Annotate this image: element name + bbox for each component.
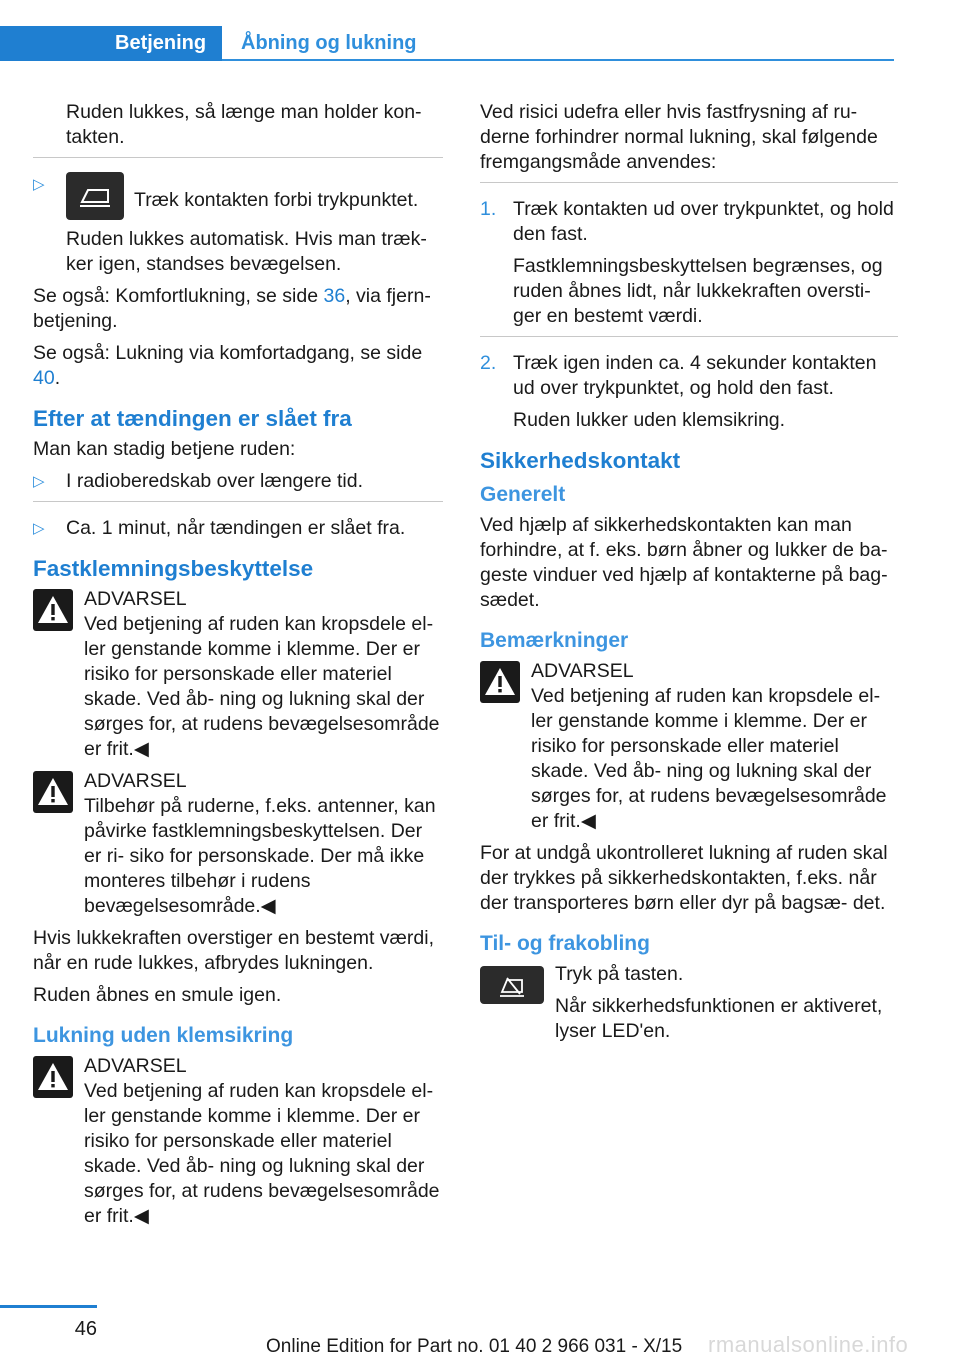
warning-triangle-icon bbox=[33, 1056, 73, 1098]
heading-on-off: Til- og frakobling bbox=[480, 932, 650, 955]
window-switch-icon bbox=[66, 172, 124, 220]
list-item: ▷ Ca. 1 minut, når tændingen er slået fra. bbox=[33, 517, 406, 539]
warning-block bbox=[33, 1054, 443, 1229]
window-lock-icon bbox=[480, 966, 544, 1004]
general-paragraph: Ved hjælp af sikkerhedskontakten kan man forhindre, at f. eks. børn åbner og lukker de ba‐ geste vinduer ved hjælp af kontakterne på bag‐ sædet. bbox=[480, 514, 888, 611]
heading-ignition: Efter at tændingen er slået fra bbox=[33, 406, 352, 431]
warning-title: ADVARSEL bbox=[84, 770, 187, 792]
window-icon bbox=[66, 172, 124, 220]
step-item: 2. Træk igen inden ca. 4 sekunder kontakten ud over trykpunktet, og hold den fast. bbox=[480, 352, 877, 399]
step-item: 1. Træk kontakten ud over trykpunktet, og hold den fast. bbox=[480, 198, 894, 245]
ignition-intro: Man kan stadig betjene ruden: bbox=[33, 438, 296, 460]
footer-rule bbox=[0, 1305, 97, 1308]
separator bbox=[33, 157, 443, 158]
page-number: 46 bbox=[74, 1318, 97, 1340]
warning-title: ADVARSEL bbox=[84, 588, 187, 610]
warning-text: Ved betjening af ruden kan kropsdele el‐ ler genstande komme i klemme. Der er risiko for personskade eller materiel skade. Ved åb‐ ning og lukning skal der sørges for, at rudens bevægelsesområde er frit.◀ bbox=[531, 685, 887, 832]
header-section-tab: Betjening bbox=[115, 32, 207, 54]
list-item bbox=[33, 172, 443, 220]
separator bbox=[33, 501, 443, 502]
page-link-36[interactable]: 36 bbox=[323, 285, 346, 307]
header-rule bbox=[222, 59, 894, 61]
warning-text: Tilbehør på ruderne, f.eks. antenner, kan påvirke fastklemningsbeskyttelsen. Der er ri‐ siko for personskade. Der må ikke monteres tilbehør i rudens bevægelsesområde.◀ bbox=[84, 795, 436, 917]
heading-general: Generelt bbox=[480, 483, 566, 506]
see-also-2: Se også: Lukning via komfortadgang, se side 40. bbox=[33, 342, 423, 389]
heading-closing-without-pinch: Lukning uden klemsikring bbox=[33, 1024, 294, 1047]
safety-switch-button-icon bbox=[480, 966, 544, 1004]
pinch-paragraph-2: Ruden åbnes en smule igen. bbox=[33, 984, 282, 1006]
left-column bbox=[33, 100, 443, 1236]
warning-block bbox=[33, 769, 443, 919]
see-also-1: Se også: Komfortlukning, se side 36, via fjern‐ betjening. bbox=[33, 285, 431, 332]
bullet-text: Ruden lukkes automatisk. Hvis man træk‐ ker igen, standses bevægelsen. bbox=[66, 228, 427, 275]
warning-text: Ved betjening af ruden kan kropsdele el‐ ler genstande komme i klemme. Der er risiko for personskade eller materiel skade. Ved åb‐ ning og lukning skal der sørges for, at rudens bevægelsesområde er frit.◀ bbox=[84, 1080, 440, 1227]
page-link-40[interactable]: 40 bbox=[33, 367, 55, 389]
key-instruction bbox=[480, 962, 898, 1044]
onoff-text-1: Tryk på tasten. bbox=[555, 963, 684, 985]
warning-title: ADVARSEL bbox=[84, 1055, 187, 1077]
notes-paragraph: For at undgå ukontrolleret lukning af ruden skal der trykkes på sikkerhedskontakten, f.eks. når der transporteres børn eller dyr på bagsæ‐ det. bbox=[480, 842, 888, 914]
right-column bbox=[480, 100, 898, 1051]
warning-text: Ved betjening af ruden kan kropsdele el‐ ler genstande komme i klemme. Der er risiko for personskade eller materiel skade. Ved åb‐ ning og lukning skal der sørges for, at rudens bevægelsesområde er frit.◀ bbox=[84, 613, 440, 760]
onoff-text-2: Når sikkerhedsfunktionen er aktiveret, lyser LED'en. bbox=[555, 995, 883, 1042]
online-edition-note: Online Edition for Part no. 01 40 2 966 031 - X/15 bbox=[266, 1336, 683, 1357]
continued-text: Ruden lukkes, så længe man holder kon‐ takten. bbox=[66, 101, 422, 148]
triangle-bullet-icon: ▷ bbox=[33, 473, 45, 490]
warning-triangle-icon bbox=[480, 661, 520, 703]
list-item: ▷ I radioberedskab over længere tid. bbox=[33, 470, 364, 492]
step-subtext: Fastklemningsbeskyttelsen begrænses, og ruden åbnes lidt, når lukkekraften oversti‐ ger en bestemt værdi. bbox=[513, 255, 883, 327]
bullet-label: Træk kontakten forbi trykpunktet. bbox=[134, 189, 419, 211]
warning-triangle-icon bbox=[33, 771, 73, 813]
warning-block bbox=[480, 659, 898, 834]
pinch-paragraph-1: Hvis lukkekraften overstiger en bestemt værdi, når en rude lukkes, afbrydes lukningen. bbox=[33, 927, 434, 974]
triangle-bullet-icon: ▷ bbox=[33, 520, 45, 537]
header-chapter-tab: Åbning og lukning bbox=[241, 32, 417, 54]
triangle-bullet-icon: ▷ bbox=[33, 176, 45, 193]
separator bbox=[480, 182, 898, 183]
warning-triangle-icon bbox=[33, 589, 73, 631]
heading-safety-switch: Sikkerhedskontakt bbox=[480, 448, 681, 473]
heading-pinch-protection: Fastklemningsbeskyttelse bbox=[33, 556, 314, 581]
step-subtext: Ruden lukker uden klemsikring. bbox=[513, 409, 786, 431]
heading-notes: Bemærkninger bbox=[480, 629, 629, 652]
warning-title: ADVARSEL bbox=[531, 660, 634, 682]
separator bbox=[480, 336, 898, 337]
warning-block bbox=[33, 587, 443, 762]
intro-paragraph: Ved risici udefra eller hvis fastfrysning af ru‐ derne forhindrer normal lukning, skal følgende fremgangsmåde anvendes: bbox=[480, 101, 878, 173]
watermark: rmanualsonline.info bbox=[708, 1332, 909, 1357]
